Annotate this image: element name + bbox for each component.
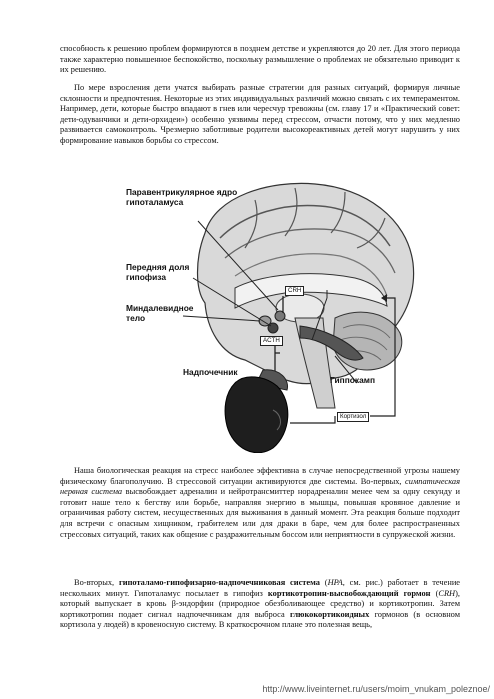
p4-term-glucocorticoid: глюкокортикоидных — [289, 609, 370, 619]
crh-tag: CRH — [285, 286, 304, 296]
pituitary-label: Передняя доля гипофиза — [126, 262, 190, 282]
acth-tag: ACTH — [260, 336, 283, 346]
p4-abbr-crh: CRH — [438, 588, 456, 598]
paragraph-2: По мере взросления дети учатся выбирать разные стратегии для разных ситуаций, формируя личные склонности и предпочтения. Некоторые из этих индивидуальных различий можно связать с их темпераментом. Например, дети, которые быстро впадают в гнев или чересчур тревожны (см. главу 17 и «Практический совет: дети-одуванчики и дети-орхидеи») особенно уязвимы перед стрессом, отчасти потому, что у них медленно развивается самоконтроль. Чрезмерно заботливые родители высокореактивных детей могут нарушить у них формирование навыков борьбы со стрессом. — [60, 83, 460, 145]
p4-text-g: гормонов (в основном кортизола у людей) в кровеносную систему. В краткосрочном плане это полезная вещь, — [60, 609, 461, 630]
adrenal-label: Надпочечник — [183, 367, 238, 377]
brain-hpa-figure — [95, 178, 425, 453]
amygdala-label: Миндалевидное тело — [126, 303, 194, 323]
paragraph-4 — [60, 578, 460, 631]
p4-text-d: , см. рис.) работает в течение нескольких минут. Гипоталамус посылает в гипофиз — [60, 578, 461, 598]
paragraph-3 — [60, 466, 460, 540]
p4-term-hpa-system: гипоталамо-гипофизарно-надпочечниковая система — [118, 578, 320, 587]
p4-text-c: ( — [324, 578, 328, 587]
paragraph-1: способность к решению проблем формируются в позднем детстве и укрепляются до 20 лет. Для этого периода также характерно повышенное беспокойство, поскольку размышление о проблемах не обязательно приводит к их решению. — [60, 44, 460, 75]
p3-emphasis: симпатическая нервная система — [60, 476, 461, 497]
p4-abbr-hpa: HPA — [327, 578, 343, 587]
p3-text-b: высвобождает адреналин и нейротрансмиттер норадреналин менее чем за одну секунду и готовит наше тело к бегству или борьбе, направляя энергию в мышцы, повышая кровяное давление и ограничивая работу систем, несущественных для выживания в данный момент. Эта реакция больше подходит для встречи с опасным хищником, грабителем или для драки в баре, чем для более распространенных стрессовых ситуаций, таких как общение с раздражительным боссом или неприятности в супружеской жизни. — [60, 487, 461, 539]
p4-term-crh: кортикотропин-высвобождающий гормон — [267, 588, 431, 598]
hippocampus-label: Гиппокамп — [330, 375, 376, 385]
pvn-label: Паравентрикулярное ядро гипоталамуса — [126, 187, 238, 207]
p3-text-a: Наша биологическая реакция на стресс наиболее эффективна в случае непосредственной угрозы нашему физическому благополучию. В стрессовой ситуации активируются две системы. Во-первых, — [60, 466, 460, 486]
p4-text-a: Во-вторых, — [74, 578, 115, 587]
p4-text-f: ), который выпускает в кровь β-эндорфин (природное обезболивающее средство) и кортикотропин. Затем кортикотропин подает сигнал надпочечникам для выброса — [60, 588, 460, 619]
cortisol-tag: Кортизол — [337, 412, 369, 422]
p4-text-e: ( — [435, 588, 439, 598]
source-url-watermark: http://www.liveinternet.ru/users/moim_vnukam_poleznoe/ — [262, 684, 490, 694]
